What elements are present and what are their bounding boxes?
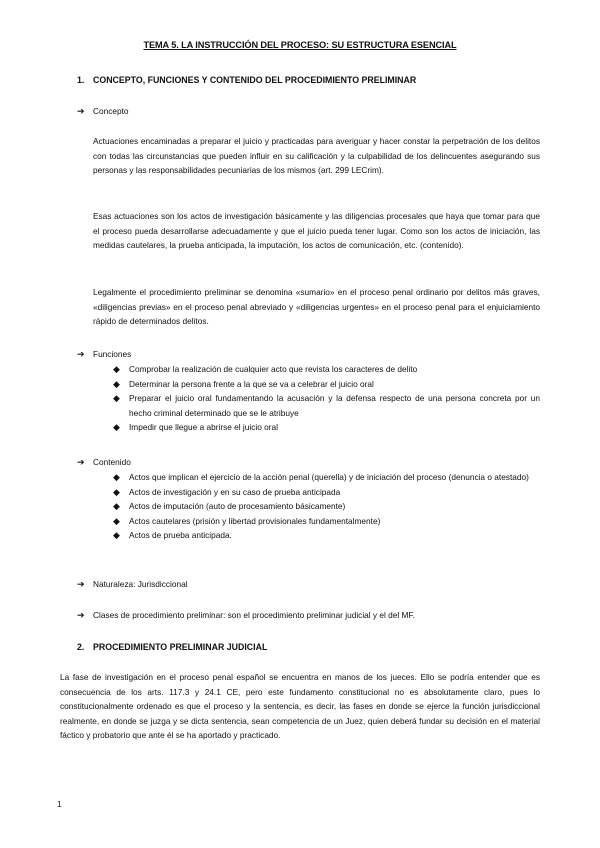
- naturaleza-text: Naturaleza: Jurisdiccional: [93, 579, 188, 589]
- arrow-right-icon: ➔: [77, 349, 85, 359]
- section-1-heading-text: CONCEPTO, FUNCIONES Y CONTENIDO DEL PROCEDIMIENTO PRELIMINAR: [93, 75, 417, 85]
- list-item: ◆ Actos de prueba anticipada.: [113, 528, 540, 543]
- list-item: ◆ Impedir que llegue a abrirse el juicio oral: [113, 420, 540, 435]
- list-item: ◆ Actos de investigación y en su caso de prueba anticipada: [113, 485, 540, 500]
- concepto-label: Concepto: [93, 106, 129, 116]
- clases-text: Clases de procedimiento preliminar: son el procedimiento preliminar judicial y el del MF.: [93, 610, 415, 620]
- list-item: ◆ Comprobar la realización de cualquier acto que revista los caracteres de delito: [113, 362, 540, 377]
- contenido-item: [77, 455, 131, 470]
- concepto-paragraph-3: Legalmente el procedimiento preliminar se denomina «sumario» en el proceso penal ordinario por delitos más graves, «diligencias previas» en el proceso penal abreviado y «diligencias urgentes» en el proceso penal para el enjuiciamiento rápido de determinados delitos.: [93, 287, 540, 326]
- list-item: ◆ Actos que implican el ejercicio de la acción penal (querella) y de iniciación del proceso (denuncia o atestado): [113, 470, 540, 485]
- list-item: ◆ Actos cautelares (prisión y libertad provisionales fundamentalmente): [113, 514, 540, 529]
- clases-item: [77, 608, 415, 623]
- diamond-bullet-icon: ◆: [113, 501, 120, 511]
- concepto-item: [77, 104, 129, 119]
- diamond-bullet-icon: ◆: [113, 530, 120, 540]
- section-2-number: 2.: [77, 642, 85, 652]
- section-2-heading-text: PROCEDIMIENTO PRELIMINAR JUDICIAL: [93, 642, 268, 652]
- funciones-item: [77, 347, 131, 362]
- funciones-label: Funciones: [93, 349, 132, 359]
- diamond-bullet-icon: ◆: [113, 364, 120, 374]
- arrow-right-icon: ➔: [77, 106, 85, 116]
- naturaleza-item: [77, 577, 188, 592]
- contenido-list: [113, 470, 540, 543]
- arrow-right-icon: ➔: [77, 457, 85, 467]
- concepto-paragraph-2: Esas actuaciones son los actos de investigación básicamente y las diligencias procesales que haya que tomar para que el proceso pueda desarrollarse adecuadamente y que el juicio pueda tener lugar. Como son los actos de iniciación, las medidas cautelares, la prueba anticipada, la imputación, los actos de comunicación, etc. (contenido).: [93, 211, 540, 250]
- concepto-paragraph-1: Actuaciones encaminadas a preparar el juicio y practicadas para averiguar y hacer constar la perpetración de los delitos con todas las circunstancias que pueden influir en su calificación y la culpabilidad de los delincuentes asegurando sus personas y las responsabilidades pecuniarias de los mismos (art. 299 LECrim).: [93, 136, 540, 175]
- section-2-heading: [77, 640, 267, 655]
- document-title: TEMA 5. LA INSTRUCCIÓN DEL PROCESO: SU ESTRUCTURA ESENCIAL: [143, 40, 457, 50]
- diamond-bullet-icon: ◆: [113, 486, 120, 497]
- arrow-right-icon: ➔: [77, 579, 85, 589]
- diamond-bullet-icon: ◆: [113, 515, 120, 526]
- section-1-number: 1.: [77, 75, 85, 85]
- list-item: ◆ Determinar la persona frente a la que se va a celebrar el juicio oral: [113, 377, 540, 392]
- page-number: 1: [57, 799, 62, 809]
- list-item: ◆ Preparar el juicio oral fundamentando la acusación y la defensa respecto de una persona concreta por un hecho criminal determinado que se le atribuye: [113, 393, 540, 418]
- diamond-bullet-icon: ◆: [113, 472, 120, 482]
- contenido-label: Contenido: [93, 457, 131, 467]
- arrow-right-icon: ➔: [77, 610, 85, 620]
- diamond-bullet-icon: ◆: [113, 378, 120, 389]
- section-2-paragraph: La fase de investigación en el proceso penal español se encuentra en manos de los jueces. Ello se podría entender que es consecuencia de los arts. 117.3 y 24.1 CE, pero este fundamento constitucional no es absolutamente claro, pues lo constitucionalmente ordenado es que el proceso y la sentencia, es decir, las fases en donde se ejerce la función jurisdiccional realmente, en donde se juzga y se dicta sentencia, sean competencia de un Juez, quien deberá fundar su decisión en el material fáctico y probatorio que ante él se ha aportado y practicado.: [60, 672, 540, 740]
- list-item: ◆ Actos de imputación (auto de procesamiento básicamente): [113, 499, 540, 514]
- funciones-list: [113, 362, 540, 435]
- diamond-bullet-icon: ◆: [113, 422, 120, 432]
- diamond-bullet-icon: ◆: [113, 393, 120, 403]
- section-1-heading: [77, 73, 416, 88]
